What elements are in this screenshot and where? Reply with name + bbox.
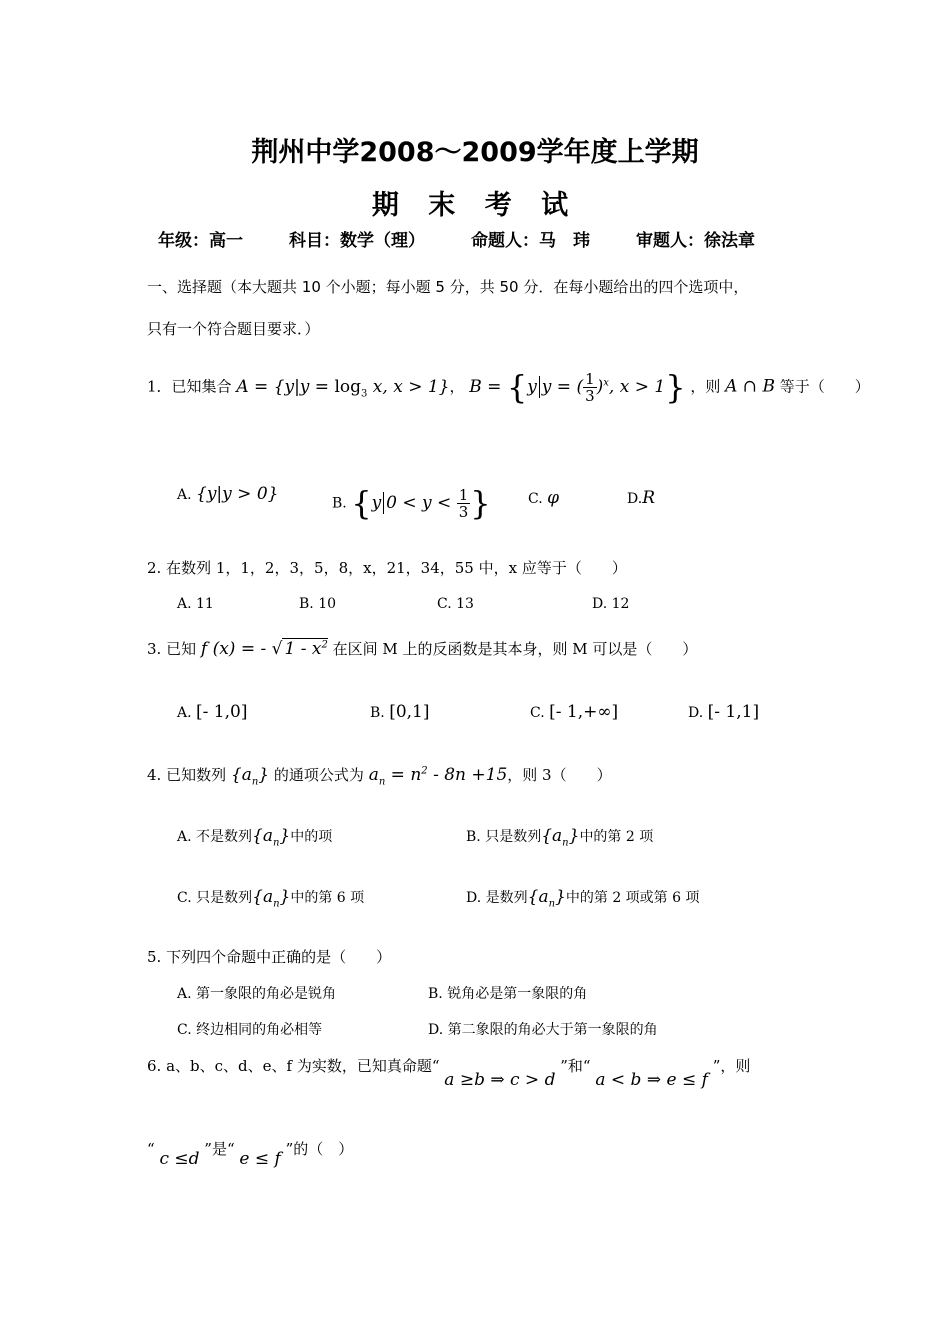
option-label: D. (688, 705, 704, 721)
q6-end: ”，则 (712, 1057, 751, 1075)
option-text: C. 只是数列 (177, 890, 253, 906)
question-6-line2 (147, 1138, 353, 1169)
q5-option-c: C. 终边相同的角必相等 (177, 1022, 323, 1038)
question-3 (147, 638, 697, 659)
q2-option-c: C. 13 (437, 596, 474, 612)
q1-option-b-math: {y 0 < y < $\frac{1}{3}$ } (351, 484, 491, 522)
page-title: 荆州中学2008～2009学年度上学期 (251, 137, 699, 168)
option-label: B. (332, 495, 347, 512)
q2-option-a: A. 11 (177, 596, 214, 612)
option-text: D. 是数列 (466, 890, 528, 906)
option-text: 中的项 (290, 829, 333, 845)
q3-option-a (177, 702, 247, 722)
q4-prefix: 4. 已知数列 (147, 766, 227, 784)
option-text: 中的第 6 项 (290, 890, 365, 906)
option-label: B. (370, 705, 385, 721)
q1-option-a-math: {y|y > 0} (196, 484, 279, 504)
q1-option-d (627, 488, 655, 508)
q4-seq: $\{a_n\}$ (230, 765, 270, 788)
q1-sep: ， (449, 377, 465, 396)
option-text: A. 不是数列 (177, 829, 253, 845)
q1-intersection: A ∩ B (725, 376, 775, 397)
q4-seq: $\{a_n\}$ (541, 826, 580, 849)
q4-seq: $\{a_n\}$ (252, 826, 291, 849)
q1-set-b: B = {y y = ( $\frac{1}{3}$ )$^x$, x > 1} (469, 368, 686, 406)
option-text: B. 只是数列 (466, 829, 542, 845)
q6-is: ”是“ (204, 1140, 235, 1158)
subject: 科目：数学（理） (289, 231, 425, 251)
q4-seq: $\{a_n\}$ (527, 887, 566, 910)
option-label: A. (177, 487, 192, 503)
grade: 年级：高一 (158, 231, 243, 251)
q5-option-b: B. 锐角必是第一象限的角 (428, 986, 588, 1002)
q5-option-d: D. 第二象限的角必大于第一象限的角 (428, 1022, 658, 1038)
page-subtitle: 期 末 考 试 (371, 190, 579, 221)
reviewer: 审题人：徐法章 (636, 231, 755, 251)
q1-suffix: 等于（ ） (779, 377, 870, 396)
q3-option-d-math: [- 1,1] (707, 702, 760, 722)
q6-cond-1: c ≤d (159, 1149, 200, 1169)
option-label: A. (177, 705, 192, 721)
q1-prefix: 1．已知集合 (147, 377, 232, 396)
q6-and: ”和“ (560, 1057, 591, 1075)
q4-mid: 的通项公式为 (273, 766, 364, 784)
section-heading-line2: 只有一个符合题目要求．） (147, 320, 320, 338)
q6-cond-2: e ≤ f (239, 1149, 281, 1169)
q3-option-b (370, 702, 430, 722)
q4-option-c (177, 887, 364, 909)
exam-info (158, 226, 755, 251)
q5-option-a: A. 第一象限的角必是锐角 (177, 986, 337, 1002)
q3-option-d (688, 702, 759, 722)
q3-option-b-math: [0,1] (389, 702, 430, 722)
q1-set-a: $A = \{y|y = \log_3 x$, x > 1} (236, 376, 450, 399)
question-2: 2. 在数列 1，1，2，3，5，8，x，21，34，55 中，x 应等于（ ） (147, 559, 627, 577)
q1-option-c-math: φ (547, 488, 560, 508)
q1-option-c (528, 488, 559, 508)
q2-option-b: B. 10 (299, 596, 337, 612)
q1-option-a (177, 484, 278, 504)
q3-option-c (530, 702, 618, 722)
q3-suffix: 在区间 M 上的反函数是其本身，则 M 可以是（ ） (332, 640, 698, 658)
q6-prop-2: a < b ⇒ e ≤ f (595, 1070, 708, 1090)
q3-function: f (x) = - √ $1 - x^2$ (200, 639, 328, 659)
q4-formula: $a_n = n^2 - 8n +15$ (368, 765, 508, 788)
q6-open-quote: “ (147, 1140, 155, 1158)
question-5: 5. 下列四个命题中正确的是（ ） (147, 948, 392, 966)
author: 命题人：马 玮 (471, 231, 590, 251)
q4-seq: $\{a_n\}$ (252, 887, 291, 910)
q6-prefix: 6. a、b、c、d、e、f 为实数，已知真命题“ (147, 1057, 440, 1075)
option-text: 中的第 2 项 (579, 829, 654, 845)
q4-option-d (466, 887, 700, 909)
q2-option-d: D. 12 (592, 596, 630, 612)
option-label: C. (528, 491, 543, 507)
q6-prop-1: a ≥b ⇒ c > d (444, 1070, 556, 1090)
option-label: D. (627, 491, 643, 507)
q3-option-c-math: [- 1,+∞] (549, 702, 619, 722)
q4-option-b (466, 826, 653, 848)
q1-option-b (332, 484, 491, 522)
option-label: C. (530, 705, 545, 721)
q4-option-a (177, 826, 332, 848)
q3-option-a-math: [- 1,0] (196, 702, 248, 722)
q3-prefix: 3. 已知 (147, 640, 197, 658)
q1-then: ，则 (690, 377, 721, 396)
section-heading-line1: 一、选择题（本大题共 10 个小题；每小题 5 分，共 50 分．在每小题给出的四个选项中， (147, 278, 749, 296)
q6-line2-end: ”的（ ） (285, 1140, 354, 1158)
question-1 (147, 368, 870, 406)
option-text: 中的第 2 项或第 6 项 (565, 890, 700, 906)
question-6 (147, 1055, 750, 1090)
q4-suffix: ，则 3（ ） (507, 766, 612, 784)
q1-option-d-math: R (642, 488, 655, 508)
question-4 (147, 764, 612, 787)
